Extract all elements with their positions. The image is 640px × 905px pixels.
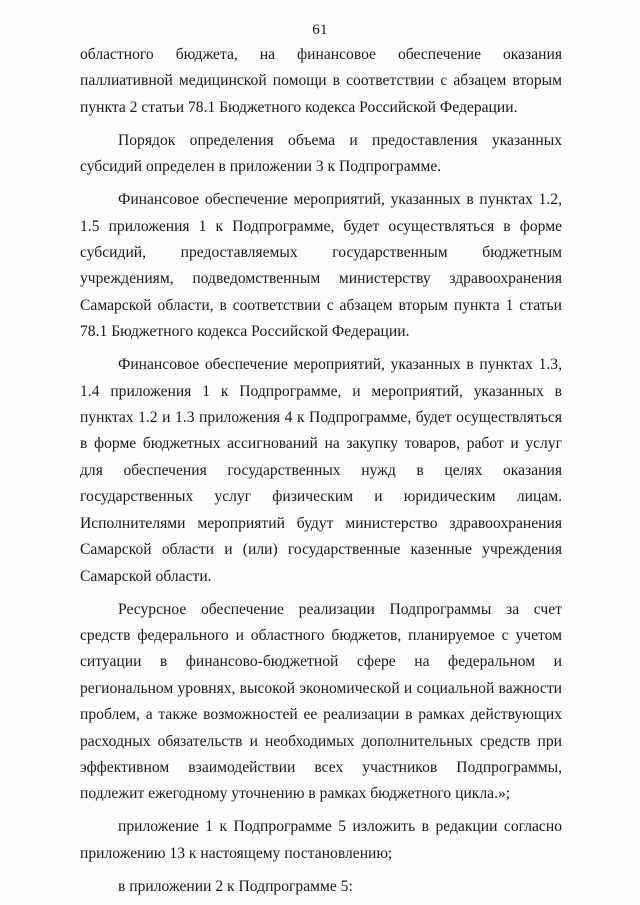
- paragraph-resource-provision: Ресурсное обеспечение реализации Подпрограммы за счет средств федерального и областного бюджетов, планируемое с учетом ситуации в финансово-бюджетной сфере на федеральном и региональном уровнях, высокой экономической и социальной важности проблем, а также возможностей ее реализации в рамках действующих расходных обязательств и необходимых дополнительных средств при эффективном взаимодействии всех участников Подпрограммы, подлежит ежегодному уточнению в рамках бюджетного цикла.»;: [80, 600, 562, 803]
- paragraph-budget-allocations: Финансовое обеспечение мероприятий, указанных в пунктах 1.3, 1.4 приложения 1 к Подпрограмме, и мероприятий, указанных в пунктах 1.2 и 1.3 приложения 4 к Подпрограмме, будет осуществляться в форме бюджетных ассигнований на закупку товаров, работ и услуг для обеспечения государственных нужд в целях оказания государственных услуг физическим и юридическим лицам. Исполнителями мероприятий будут министерство здравоохранения Самарской области и (или) государственные казенные учреждения Самарской области.: [80, 356, 562, 585]
- paragraph-appendix-2: в приложении 2 к Подпрограмме 5:: [118, 877, 353, 895]
- document-body: [80, 42, 562, 900]
- paragraph-continuation: областного бюджета, на финансовое обеспечение оказания паллиативной медицинской помощи в соответствии с абзацем вторым пункта 2 статьи 78.1 Бюджетного кодекса Российской Федерации.: [80, 46, 562, 116]
- paragraph-subsidy-financing: Финансовое обеспечение мероприятий, указанных в пунктах 1.2, 1.5 приложения 1 к Подпрограмме, будет осуществляться в форме субсидий, предоставляемых государственным бюджетным учреждениям, подведомственным министерству здравоохранения Самарской области, в соответствии с абзацем вторым пункта 1 статьи 78.1 Бюджетного кодекса Российской Федерации.: [80, 191, 562, 341]
- page-number: 61: [312, 22, 328, 38]
- paragraph-subsidy-procedure: Порядок определения объема и предоставления указанных субсидий определен в приложении 3 к Подпрограмме.: [80, 131, 562, 176]
- paragraph-appendix-1: приложение 1 к Подпрограмме 5 изложить в редакции согласно приложению 13 к настоящему постановлению;: [80, 818, 562, 862]
